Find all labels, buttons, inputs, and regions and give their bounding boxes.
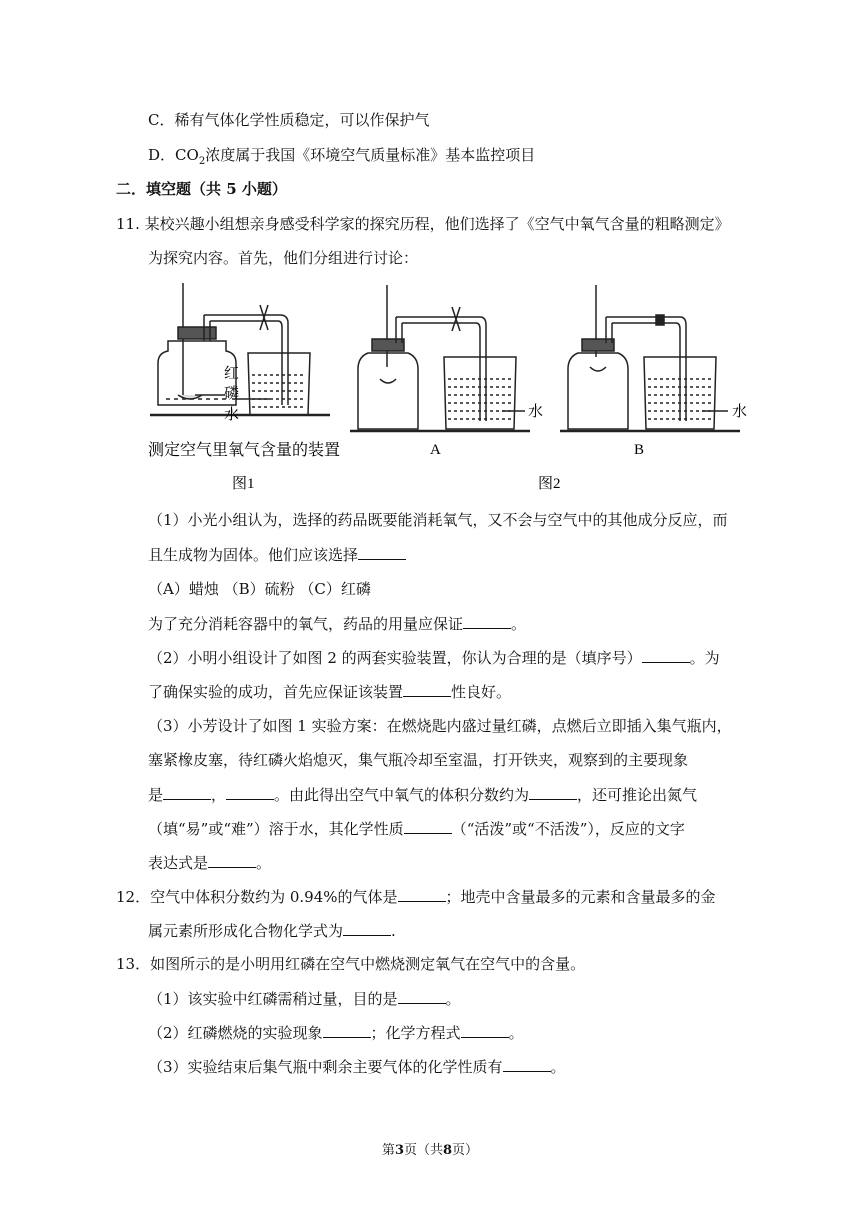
footer-text: 第 (381, 1143, 395, 1158)
answer-blank[interactable] (503, 1056, 551, 1072)
q13-part1 (148, 988, 461, 1009)
co2-subscript: 2 (198, 156, 206, 167)
text: （1）该实验中红磷需稍过量，目的是 (148, 990, 398, 1008)
figure-1-apparatus (150, 283, 330, 415)
text: . (391, 922, 396, 940)
text: 。由此得出空气中氧气的体积分数约为 (274, 786, 530, 804)
text: 。 (508, 1024, 524, 1042)
page-number: 3 (394, 1143, 404, 1158)
text: 表达式是 (148, 854, 209, 872)
label-water-fig1: 水 (224, 406, 240, 423)
text: ；化学方程式 (370, 1024, 461, 1042)
q11-part2-text-end: 。为 (689, 649, 720, 667)
q11-part3-line5 (148, 852, 271, 873)
q11-part2-line2 (148, 681, 511, 702)
q11-part1-line2-text: 且生成物为固体。他们应该选择 (148, 546, 359, 564)
text: 是 (148, 786, 164, 804)
option-d (148, 145, 535, 172)
footer-text: 页（共 (403, 1143, 443, 1158)
answer-blank[interactable] (529, 784, 577, 800)
answer-blank[interactable] (358, 544, 406, 560)
fig1-title: 图1 (232, 476, 255, 492)
label-b: B (634, 442, 645, 458)
q12-line1 (116, 886, 716, 907)
text: ， (211, 786, 227, 804)
option-d-text-end: 浓度属于我国《环境空气质量标准》基本监控项目 (205, 146, 536, 164)
q11-line2: 为探究内容。首先，他们分组进行讨论： (148, 249, 419, 267)
q11-part3-line1: （3）小芳设计了如图 1 实验方案：在燃烧匙内盛过量红磷，点燃后立即插入集气瓶内， (148, 717, 732, 735)
answer-blank[interactable] (404, 818, 452, 834)
text: （3）实验结束后集气瓶中剩余主要气体的化学性质有 (148, 1058, 503, 1076)
experiment-figure (140, 275, 760, 500)
answer-blank[interactable] (463, 613, 511, 629)
q11-part1-line1: （1）小光小组认为，选择的药品既要能消耗氧气，又不会与空气中的其他成分反应，而 (148, 511, 728, 529)
page-footer (0, 1139, 860, 1158)
q11-part3-line3 (148, 784, 697, 805)
punct: 。 (511, 615, 527, 633)
label-water-b: 水 (732, 403, 748, 420)
text: 12．空气中体积分数约为 0.94%的气体是 (116, 888, 398, 906)
fig2-title: 图2 (538, 476, 561, 492)
text: 。 (445, 990, 461, 1008)
text: 。 (550, 1058, 566, 1076)
q11-part1-line3-text: 为了充分消耗容器中的氧气，药品的用量应保证 (148, 615, 464, 633)
q11-part1-line2 (148, 544, 406, 565)
section-heading: 二．填空题（共 5 小题） (116, 180, 287, 198)
answer-blank[interactable] (226, 784, 274, 800)
q13-stem: 13．如图所示的是小明用红磷在空气中燃烧测定氧气在空气中的含量。 (116, 955, 586, 973)
option-c: C．稀有气体化学性质稳定，可以作保护气 (148, 111, 430, 129)
answer-blank[interactable] (208, 852, 256, 868)
text: 属元素所形成化合物化学式为 (148, 922, 344, 940)
q13-part3 (148, 1056, 566, 1077)
q11-part2-text: （2）小明小组设计了如图 2 的两套实验装置，你认为合理的是（填序号） (148, 649, 642, 667)
q11-part2-line2-end: 性良好。 (451, 683, 512, 701)
fig1-caption: 测定空气里氧气含量的装置 (148, 442, 341, 459)
figure-2a-apparatus (350, 285, 530, 431)
text: （填“易”或“难”）溶于水，其化学性质 (148, 820, 404, 838)
footer-text: 页） (452, 1143, 479, 1158)
q12-line2 (148, 920, 396, 941)
q13-part2 (148, 1022, 524, 1043)
text: （2）红磷燃烧的实验现象 (148, 1024, 323, 1042)
text: （“活泼”或“不活泼”），反应的文字 (451, 820, 685, 838)
q11-line1: 11. 某校兴趣小组想亲身感受科学家的探究历程，他们选择了《空气中氧气含量的粗略测定》 (116, 215, 730, 233)
answer-blank[interactable] (398, 988, 446, 1004)
answer-blank[interactable] (398, 886, 446, 902)
q11-part3-line4 (148, 818, 685, 839)
text: 。 (256, 854, 272, 872)
label-a: A (430, 442, 441, 458)
q11-part2-line1 (148, 647, 720, 668)
answer-blank[interactable] (343, 920, 391, 936)
label-water-a: 水 (528, 403, 544, 420)
figure-2b-apparatus (560, 285, 740, 431)
page-total: 8 (443, 1143, 453, 1158)
q11-part2-line2-text: 了确保实验的成功，首先应保证该装置 (148, 683, 404, 701)
text: ；地壳中含量最多的元素和含量最多的金 (445, 888, 716, 906)
q11-part1-options: （A）蜡烛 （B）硫粉 （C）红磷 (148, 580, 371, 598)
answer-blank[interactable] (403, 681, 451, 697)
text: ，还可推论出氮气 (577, 786, 698, 804)
answer-blank[interactable] (163, 784, 211, 800)
label-red: 红 (224, 365, 240, 382)
q11-part1-line3 (148, 613, 526, 634)
option-d-text: D．CO (148, 146, 199, 164)
label-phosphorus: 磷 (224, 385, 240, 402)
answer-blank[interactable] (642, 647, 690, 663)
answer-blank[interactable] (461, 1022, 509, 1038)
answer-blank[interactable] (323, 1022, 371, 1038)
q11-part3-line2: 塞紧橡皮塞，待红磷火焰熄灭，集气瓶冷却至室温，打开铁夹，观察到的主要现象 (148, 751, 689, 769)
